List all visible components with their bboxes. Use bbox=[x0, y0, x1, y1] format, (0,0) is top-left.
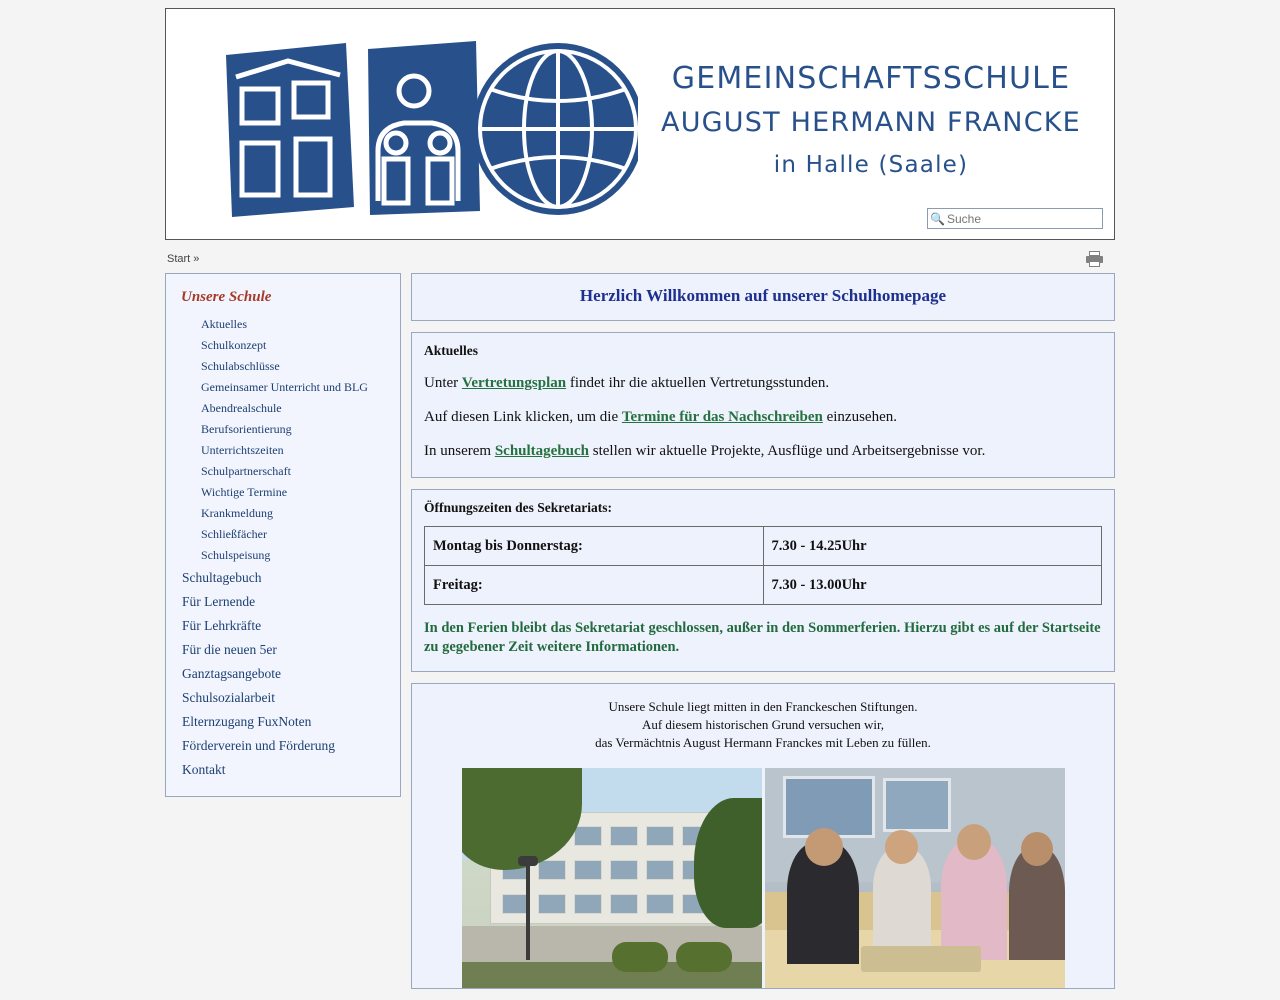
sidebar-item-gemeinsamer-unterricht[interactable]: Gemeinsamer Unterricht und BLG bbox=[201, 380, 368, 394]
news-paragraph-2 bbox=[424, 407, 1102, 427]
search-input[interactable] bbox=[947, 210, 1102, 227]
breadcrumb-bar bbox=[165, 245, 1115, 273]
sidebar-item-schulsozialarbeit[interactable]: Schulsozialarbeit bbox=[182, 690, 275, 705]
news-paragraph-1 bbox=[424, 373, 1102, 393]
school-name-line1: GEMEINSCHAFTSSCHULE bbox=[671, 61, 1071, 96]
breadcrumb-start-link[interactable]: Start » bbox=[167, 253, 200, 265]
sidebar-item-ganztagsangebote[interactable]: Ganztagsangebote bbox=[182, 666, 281, 681]
news-p1-before: Unter bbox=[424, 375, 462, 391]
about-line-2: Auf diesem historischen Grund versuchen wir, bbox=[641, 717, 885, 732]
photo1-window bbox=[574, 894, 602, 914]
photo1-window bbox=[646, 826, 674, 846]
printer-icon-output bbox=[1089, 261, 1100, 267]
photo1-lamp-pole bbox=[526, 864, 530, 960]
photo1-window bbox=[538, 894, 566, 914]
sidebar-item-schulkonzept[interactable]: Schulkonzept bbox=[201, 338, 267, 352]
school-logo bbox=[218, 31, 638, 231]
hours-time-2: 7.30 - 13.00Uhr bbox=[763, 566, 1102, 605]
sidebar-item-kontakt[interactable]: Kontakt bbox=[182, 762, 226, 777]
printer-icon[interactable] bbox=[1086, 251, 1103, 267]
hours-day-1: Montag bis Donnerstag: bbox=[425, 527, 764, 566]
table-row bbox=[425, 527, 1102, 566]
sidebar-item-schultagebuch[interactable]: Schultagebuch bbox=[182, 570, 262, 585]
news-p3-after: stellen wir aktuelle Projekte, Ausflüge und Arbeitsergebnisse vor. bbox=[589, 443, 986, 459]
photo2-person-head bbox=[1021, 832, 1053, 866]
about-line-1: Unsere Schule liegt mitten in den Franckeschen Stiftungen. bbox=[608, 699, 918, 714]
news-p1-after: findet ihr die aktuellen Vertretungsstunden. bbox=[566, 375, 830, 391]
school-name-line3: in Halle (Saale) bbox=[773, 152, 969, 178]
sidebar-item-fuer-die-neuen-5er[interactable]: Für die neuen 5er bbox=[182, 642, 277, 657]
office-hours-heading: Öffnungszeiten des Sekretariats: bbox=[424, 500, 612, 515]
sidebar-item-elternzugang-fuxnoten[interactable]: Elternzugang FuxNoten bbox=[182, 714, 312, 729]
photo1-window bbox=[574, 826, 602, 846]
school-name-line2: AUGUST HERMANN FRANCKE bbox=[661, 107, 1081, 138]
photo1-window bbox=[646, 860, 674, 880]
photo1-window bbox=[610, 894, 638, 914]
table-row bbox=[425, 566, 1102, 605]
news-panel bbox=[411, 332, 1115, 478]
sidebar-item-foerderverein[interactable]: Förderverein und Förderung bbox=[182, 738, 335, 753]
office-hours-table bbox=[424, 526, 1102, 605]
vertretungsplan-link[interactable]: Vertretungsplan bbox=[461, 375, 567, 391]
school-title bbox=[636, 57, 1106, 185]
photo2-person-head bbox=[805, 828, 843, 866]
photo1-bush bbox=[612, 942, 668, 972]
sidebar-item-schliessfaecher[interactable]: Schließfächer bbox=[201, 527, 267, 541]
photo1-window bbox=[610, 826, 638, 846]
sidebar-item-berufsorientierung[interactable]: Berufsorientierung bbox=[201, 422, 292, 436]
breadcrumb[interactable] bbox=[167, 253, 199, 265]
photo1-window bbox=[538, 860, 566, 880]
welcome-panel bbox=[411, 273, 1115, 321]
main-columns bbox=[165, 273, 1115, 1000]
main-content bbox=[411, 273, 1115, 1000]
schultagebuch-link[interactable]: Schultagebuch bbox=[494, 443, 590, 459]
photo1-bush bbox=[676, 942, 732, 972]
page-container bbox=[165, 0, 1115, 1000]
photo-gallery bbox=[424, 768, 1102, 988]
sidebar-item-fuer-lernende[interactable]: Für Lernende bbox=[182, 594, 256, 609]
site-header bbox=[165, 8, 1115, 240]
sidebar-item-schulabschluesse[interactable]: Schulabschlüsse bbox=[201, 359, 280, 373]
hours-time-1: 7.30 - 14.25Uhr bbox=[763, 527, 1102, 566]
photo1-window bbox=[610, 860, 638, 880]
sidebar-item-krankmeldung[interactable]: Krankmeldung bbox=[201, 506, 273, 520]
search-box[interactable] bbox=[927, 208, 1103, 229]
page-title: Herzlich Willkommen auf unserer Schulhomepage bbox=[579, 286, 947, 305]
about-panel bbox=[411, 683, 1115, 989]
sidebar-item-fuer-lehrkraefte[interactable]: Für Lehrkräfte bbox=[182, 618, 262, 633]
photo2-poster bbox=[883, 778, 951, 832]
news-heading: Aktuelles bbox=[424, 343, 478, 358]
photo-school-building bbox=[462, 768, 762, 988]
sidebar-item-aktuelles[interactable]: Aktuelles bbox=[201, 317, 247, 331]
about-line-3: das Vermächtnis August Hermann Franckes mit Leben zu füllen. bbox=[595, 735, 931, 750]
search-icon: 🔍 bbox=[930, 211, 945, 226]
nachschreiben-termine-link[interactable]: Termine für das Nachschreiben bbox=[621, 409, 823, 425]
holiday-notice: In den Ferien bleibt das Sekretariat geschlossen, außer in den Sommerferien. Hierzu gibt es auf der Startseite zu gegebener Zeit weitere Informationen. bbox=[424, 620, 1101, 655]
photo1-window bbox=[646, 894, 674, 914]
sidebar bbox=[165, 273, 401, 797]
sidebar-item-abendrealschule[interactable]: Abendrealschule bbox=[201, 401, 282, 415]
sidebar-item-schulpartnerschaft[interactable]: Schulpartnerschaft bbox=[201, 464, 291, 478]
news-p3-before: In unserem bbox=[424, 443, 495, 459]
sidebar-item-unterrichtszeiten[interactable]: Unterrichtszeiten bbox=[201, 443, 284, 457]
photo2-person-head bbox=[957, 824, 991, 860]
hours-day-2: Freitag: bbox=[425, 566, 764, 605]
news-p2-after: einzusehen. bbox=[822, 409, 897, 425]
photo2-person-head bbox=[885, 830, 918, 864]
office-hours-panel bbox=[411, 489, 1115, 672]
sidebar-item-schulspeisung[interactable]: Schulspeisung bbox=[201, 548, 271, 562]
news-paragraph-3 bbox=[424, 441, 1102, 461]
sidebar-title: Unsere Schule bbox=[181, 289, 272, 305]
photo1-window bbox=[574, 860, 602, 880]
news-p2-before: Auf diesen Link klicken, um die bbox=[424, 409, 622, 425]
photo-students-at-table bbox=[765, 768, 1065, 988]
photo2-game-cards bbox=[861, 946, 981, 972]
sidebar-item-wichtige-termine[interactable]: Wichtige Termine bbox=[201, 485, 288, 499]
